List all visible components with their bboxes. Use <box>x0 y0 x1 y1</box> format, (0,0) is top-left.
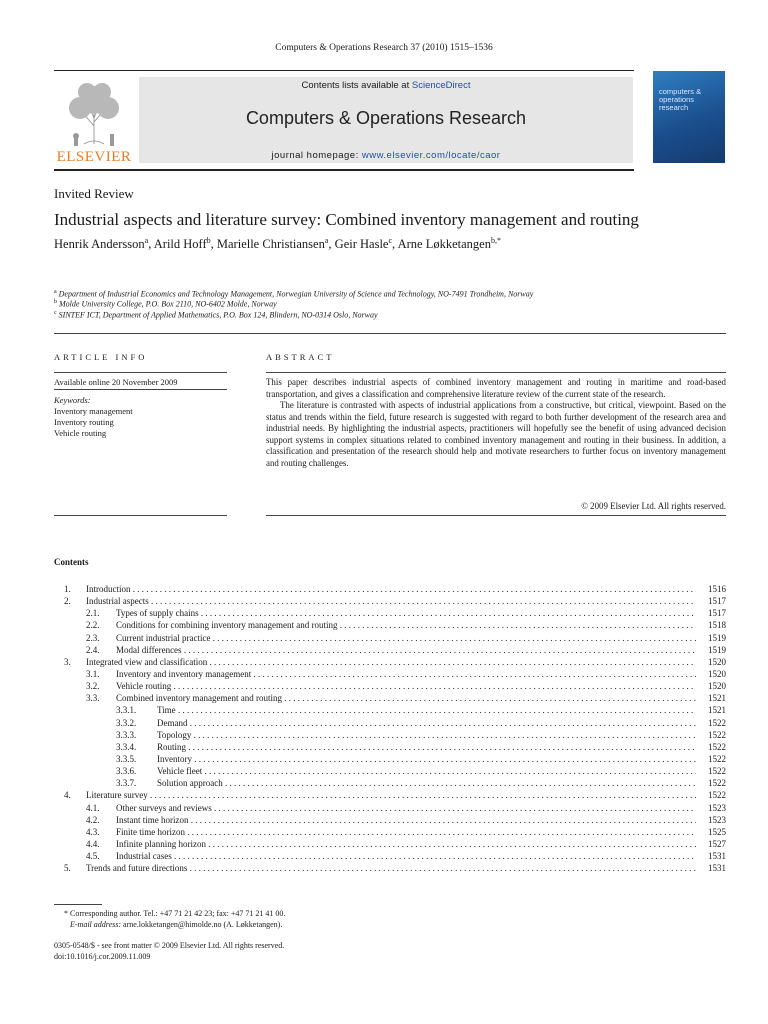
toc-entry[interactable] <box>54 826 726 838</box>
header-rule-thick <box>54 169 634 171</box>
author[interactable]: Geir Hasle$^c$ <box>334 236 393 252</box>
section-rule <box>54 389 227 390</box>
article-title: Industrial aspects and literature survey: Combined inventory management and routing <box>54 210 639 229</box>
journal-citation: Computers & Operations Research 37 (2010) 1515–1536 <box>275 43 493 53</box>
toc-number: 2. <box>64 596 71 607</box>
toc-title[interactable]: Conditions for combining inventory management and routing . . . <box>116 619 696 631</box>
toc-title[interactable]: Inventory and inventory management . . . <box>116 668 696 680</box>
keyword: Vehicle routing <box>54 428 107 438</box>
toc-entry[interactable] <box>54 692 726 704</box>
toc-title[interactable]: Industrial aspects . . . <box>86 595 696 607</box>
toc-entry[interactable] <box>54 680 726 692</box>
email-label: E-mail address: <box>70 920 122 929</box>
toc-number: 3. <box>64 656 71 667</box>
toc-entry[interactable] <box>54 789 726 801</box>
section-rule <box>54 515 227 516</box>
toc-page-number: 1523 <box>708 814 726 825</box>
toc-title[interactable]: Time . . . <box>157 704 696 716</box>
toc-number: 3.3.7. <box>116 778 137 789</box>
toc-title[interactable]: Other surveys and reviews . . . <box>116 802 696 814</box>
toc-entry[interactable] <box>54 814 726 826</box>
keywords-label: Keywords: <box>54 395 91 405</box>
toc-entry[interactable] <box>54 717 726 729</box>
sciencedirect-link[interactable]: ScienceDirect <box>411 80 471 91</box>
toc-number: 4.5. <box>86 851 100 862</box>
toc-page-number: 1523 <box>708 802 726 813</box>
publisher-wordmark: ELSEVIER <box>56 149 132 165</box>
abstract-body <box>266 377 726 469</box>
table-of-contents <box>54 583 726 874</box>
toc-page-number: 1517 <box>708 596 726 607</box>
toc-number: 2.1. <box>86 608 100 619</box>
toc-page-number: 1519 <box>708 644 726 655</box>
toc-title[interactable]: Solution approach . . . <box>157 777 696 789</box>
toc-entry[interactable] <box>54 838 726 850</box>
affiliation: $^c$ SINTEF ICT, Department of Applied Mathematics, P.O. Box 124, Blindern, NO-0314 Oslo, Norway <box>54 310 378 320</box>
toc-entry[interactable] <box>54 765 726 777</box>
toc-entry[interactable] <box>54 777 726 789</box>
toc-title[interactable]: Integrated view and classification . . . <box>86 656 696 668</box>
author[interactable]: Marielle Christiansen$^a$ <box>216 236 329 252</box>
toc-entry[interactable] <box>54 607 726 619</box>
keyword: Inventory routing <box>54 417 114 427</box>
toc-page-number: 1522 <box>708 778 726 789</box>
corresponding-author-note: * Corresponding author. Tel.: +47 71 21 42 23; fax: +47 71 21 41 00. <box>64 909 286 918</box>
footnote-rule <box>54 904 102 905</box>
toc-title[interactable]: Finite time horizon . . . <box>116 826 696 838</box>
affiliation: $^b$ Molde University College, P.O. Box 2110, NO-6402 Molde, Norway <box>54 299 277 309</box>
toc-number: 3.3.6. <box>116 766 137 777</box>
toc-page-number: 1519 <box>708 632 726 643</box>
article-info-heading: ARTICLE INFO <box>54 352 148 362</box>
toc-entry[interactable] <box>54 583 726 595</box>
toc-page-number: 1520 <box>708 681 726 692</box>
toc-number: 2.4. <box>86 644 100 655</box>
author-list: Henrik Andersson$^a$, Arild Hoff$^b$, Marielle Christiansen$^a$, Geir Hasle$^c$, Arne Løkketangen$^{b,*}$ <box>54 236 501 252</box>
toc-title[interactable]: Types of supply chains . . . <box>116 607 696 619</box>
contents-heading: Contents <box>54 557 89 567</box>
author[interactable]: Arne Løkketangen$^{b,*}$ <box>397 236 501 252</box>
homepage-prefix: journal homepage: <box>271 150 362 161</box>
toc-page-number: 1518 <box>708 620 726 631</box>
toc-entry[interactable] <box>54 704 726 716</box>
toc-title[interactable]: Vehicle routing . . . <box>116 680 696 692</box>
copyright-notice: © 2009 Elsevier Ltd. All rights reserved. <box>581 501 726 511</box>
contents-prefix: Contents lists available at <box>301 80 412 91</box>
toc-page-number: 1531 <box>708 863 726 874</box>
abstract-paragraph: The literature is contrasted with aspects of industrial applications from a constructive, but critical, viewpoint. Based on the status and trends within the field, future research is suggested with regard to both further development of the research area and industrial needs. By highlighting the industrial aspects, practitioners will hopefully see the benefit of using advanced decision support systems in complex situations related to combined inventory management and routing in their business. In addition, a classification and presentation of the research should help and motivate researchers to further focus on inventory management and routing challenges. <box>266 400 726 468</box>
toc-entry[interactable] <box>54 619 726 631</box>
toc-number: 3.3.5. <box>116 753 137 764</box>
toc-title[interactable]: Inventory . . . <box>157 753 696 765</box>
toc-page-number: 1522 <box>708 717 726 728</box>
section-rule <box>266 515 726 516</box>
keyword: Inventory management <box>54 406 133 416</box>
toc-page-number: 1521 <box>708 693 726 704</box>
article-type: Invited Review <box>54 186 134 201</box>
toc-page-number: 1522 <box>708 790 726 801</box>
toc-page-number: 1522 <box>708 766 726 777</box>
toc-page-number: 1520 <box>708 668 726 679</box>
toc-title[interactable]: Trends and future directions . . . <box>86 862 696 874</box>
abstract-heading: ABSTRACT <box>266 352 335 362</box>
toc-title[interactable]: Demand . . . <box>157 717 696 729</box>
toc-number: 3.1. <box>86 668 100 679</box>
toc-page-number: 1516 <box>708 584 726 594</box>
toc-number: 2.3. <box>86 632 100 643</box>
toc-entry[interactable] <box>54 595 726 607</box>
toc-number: 4.1. <box>86 802 100 813</box>
toc-title[interactable]: Literature survey . . . <box>86 789 696 801</box>
toc-number: 5. <box>64 863 71 874</box>
author[interactable]: Arild Hoff$^b$ <box>153 236 211 252</box>
toc-entry[interactable] <box>54 802 726 814</box>
toc-number: 3.3. <box>86 693 100 704</box>
toc-entry[interactable] <box>54 729 726 741</box>
section-rule <box>266 372 726 373</box>
journal-homepage <box>139 150 633 161</box>
toc-entry[interactable] <box>54 644 726 656</box>
toc-number: 4.4. <box>86 838 100 849</box>
toc-page-number: 1522 <box>708 729 726 740</box>
section-rule <box>54 372 227 373</box>
journal-cover-image <box>653 71 725 163</box>
toc-number: 3.2. <box>86 681 100 692</box>
section-rule <box>54 333 726 334</box>
toc-page-number: 1517 <box>708 608 726 619</box>
toc-title[interactable]: Modal differences . . . <box>116 644 696 656</box>
toc-page-number: 1531 <box>708 851 726 862</box>
toc-title[interactable]: Combined inventory management and routing . . . <box>116 692 696 704</box>
toc-page-number: 1522 <box>708 741 726 752</box>
header-rule <box>54 70 634 71</box>
toc-title[interactable]: Industrial cases . . . <box>116 850 696 862</box>
toc-page-number: 1520 <box>708 656 726 667</box>
toc-title[interactable]: Vehicle fleet . . . <box>157 765 696 777</box>
toc-page-number: 1525 <box>708 826 726 837</box>
toc-title[interactable]: Topology . . . <box>157 729 696 741</box>
author[interactable]: Henrik Andersson$^a$ <box>54 236 149 252</box>
toc-title[interactable]: Introduction . . . <box>86 583 696 595</box>
toc-title[interactable]: Current industrial practice . . . <box>116 632 696 644</box>
toc-page-number: 1527 <box>708 838 726 849</box>
toc-title[interactable]: Instant time horizon . . . <box>116 814 696 826</box>
abstract-paragraph: This paper describes industrial aspects of combined inventory management and routing in maritime and road-based transportation, and gives a classification and comprehensive literature review of the current state of the research. <box>266 377 726 399</box>
contents-availability <box>139 80 633 91</box>
toc-number: 3.3.1. <box>116 705 137 716</box>
toc-entry[interactable] <box>54 668 726 680</box>
toc-page-number: 1522 <box>708 753 726 764</box>
toc-number: 1. <box>64 584 71 594</box>
toc-page-number: 1521 <box>708 705 726 716</box>
toc-title[interactable]: Infinite planning horizon . . . <box>116 838 696 850</box>
toc-number: 4.2. <box>86 814 100 825</box>
journal-title: Computers & Operations Research <box>245 108 527 128</box>
cover-title: computers & operations research <box>659 87 702 112</box>
toc-number: 4.3. <box>86 826 100 837</box>
toc-entry[interactable] <box>54 741 726 753</box>
toc-number: 3.3.3. <box>116 729 137 740</box>
available-online: Available online 20 November 2009 <box>54 377 178 387</box>
toc-number: 3.3.4. <box>116 741 137 752</box>
toc-entry[interactable] <box>54 850 726 862</box>
issn-line: 0305-0548/$ - see front matter © 2009 Elsevier Ltd. All rights reserved. <box>54 941 285 950</box>
toc-entry[interactable] <box>54 753 726 765</box>
toc-number: 4. <box>64 790 71 801</box>
toc-number: 3.3.2. <box>116 717 137 728</box>
homepage-link[interactable]: www.elsevier.com/locate/caor <box>361 150 501 161</box>
toc-title[interactable]: Routing . . . <box>157 741 696 753</box>
email-address[interactable]: arne.lokketangen@himolde.no (A. Løkketangen). <box>121 920 283 929</box>
toc-entry[interactable] <box>54 862 726 874</box>
toc-entry[interactable] <box>54 656 726 668</box>
email-note <box>70 920 282 929</box>
doi-line[interactable]: doi:10.1016/j.cor.2009.11.009 <box>54 952 151 961</box>
toc-number: 2.2. <box>86 620 100 631</box>
affiliation: $^a$ Department of Industrial Economics and Technology Management, Norwegian University of Science and Technology, NO-7491 Trondheim, Norway <box>54 289 534 299</box>
toc-entry[interactable] <box>54 632 726 644</box>
